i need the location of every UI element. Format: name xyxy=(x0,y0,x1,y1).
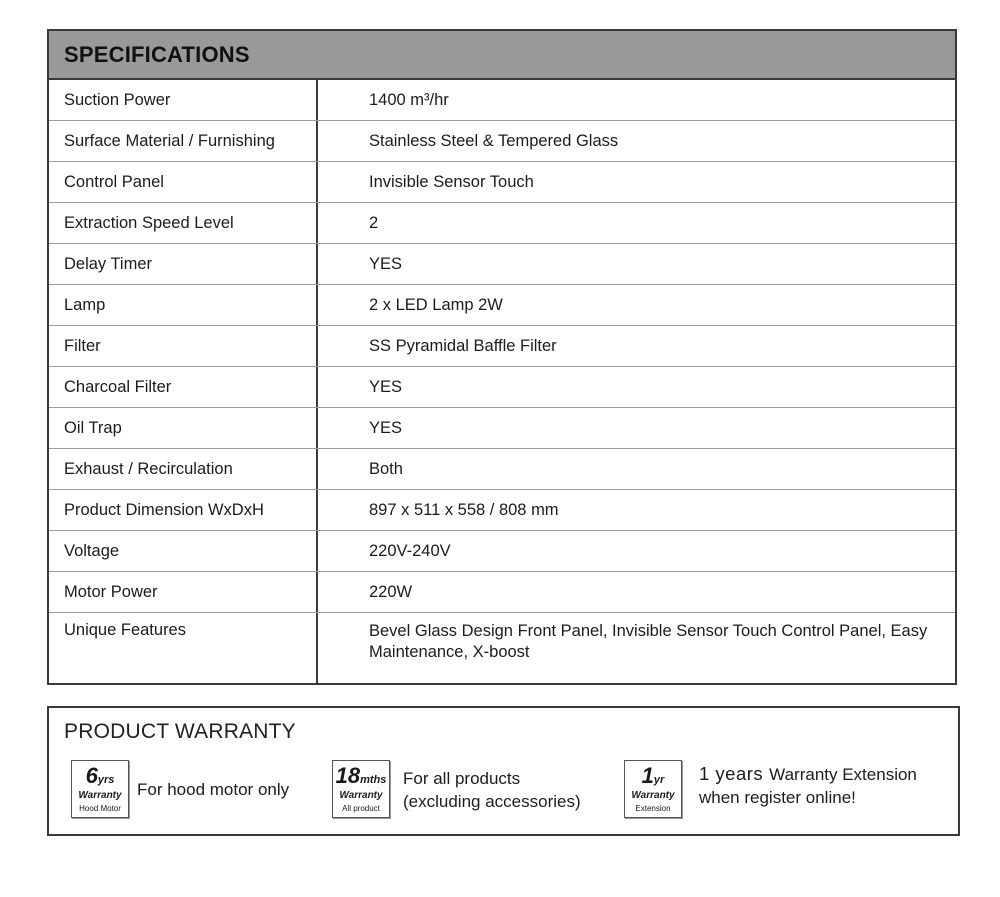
table-row xyxy=(49,203,955,244)
specifications-title: SPECIFICATIONS xyxy=(49,31,955,80)
badge-number: 18 xyxy=(335,763,361,788)
spec-label: Motor Power xyxy=(49,572,318,612)
spec-label: Voltage xyxy=(49,531,318,571)
spec-label: Product Dimension WxDxH xyxy=(49,490,318,530)
warranty-1yr-badge-icon xyxy=(624,760,682,818)
spec-value: 2 x LED Lamp 2W xyxy=(369,295,503,314)
spec-label: Exhaust / Recirculation xyxy=(49,449,318,489)
spec-label: Surface Material / Furnishing xyxy=(49,121,318,161)
badge-sub: Extension xyxy=(635,804,671,813)
spec-label: Filter xyxy=(49,326,318,366)
spec-value: 1400 m³/hr xyxy=(369,90,449,109)
spec-value: SS Pyramidal Baffle Filter xyxy=(369,336,557,355)
product-warranty-box xyxy=(47,706,960,836)
spec-label: Oil Trap xyxy=(49,408,318,448)
spec-value: Bevel Glass Design Front Panel, Invisible Sensor Touch Control Panel, Easy Maintenance, X-boost xyxy=(369,622,928,661)
spec-value: YES xyxy=(369,377,403,396)
table-row xyxy=(49,80,955,121)
extension-years: 1 years xyxy=(699,763,764,784)
spec-label: Control Panel xyxy=(49,162,318,202)
table-row xyxy=(49,490,955,531)
table-row xyxy=(49,285,955,326)
badge-number: 6 xyxy=(85,763,98,788)
table-row xyxy=(49,244,955,285)
table-row xyxy=(49,408,955,449)
badge-number: 1 xyxy=(641,763,654,788)
badge-unit: mths xyxy=(360,774,387,786)
table-row xyxy=(49,449,955,490)
extension-label: Warranty Extension xyxy=(769,765,917,784)
warranty-text-hood-motor: For hood motor only xyxy=(137,780,290,799)
badge-word: Warranty xyxy=(339,790,383,801)
table-row xyxy=(49,121,955,162)
spec-label: Suction Power xyxy=(49,80,318,120)
badge-unit: yr xyxy=(653,774,665,786)
spec-value: YES xyxy=(369,418,403,437)
spec-value: Invisible Sensor Touch xyxy=(369,172,534,191)
badge-number-row xyxy=(333,764,389,792)
warranty-title: PRODUCT WARRANTY xyxy=(64,720,296,743)
table-row xyxy=(49,326,955,367)
spec-label: Lamp xyxy=(49,285,318,325)
spec-label: Charcoal Filter xyxy=(49,367,318,407)
warranty-line: (excluding accessories) xyxy=(403,792,581,811)
spec-label: Delay Timer xyxy=(49,244,318,284)
spec-value: 897 x 511 x 558 / 808 mm xyxy=(369,500,559,519)
warranty-6yrs-badge-icon xyxy=(71,760,129,818)
spec-value: 220W xyxy=(369,582,413,601)
spec-value: YES xyxy=(369,254,403,273)
badge-unit: yrs xyxy=(97,774,115,786)
warranty-line: For all products xyxy=(403,769,521,788)
table-row xyxy=(49,162,955,203)
warranty-text-extension xyxy=(699,762,917,809)
table-row xyxy=(49,531,955,572)
specifications-table xyxy=(47,29,957,685)
warranty-text-all-products xyxy=(403,767,581,813)
badge-word: Warranty xyxy=(631,790,675,801)
spec-label: Extraction Speed Level xyxy=(49,203,318,243)
badge-word: Warranty xyxy=(78,790,122,801)
spec-value: Both xyxy=(369,459,403,478)
badge-sub: All product xyxy=(342,804,380,813)
warranty-line: when register online! xyxy=(699,788,856,807)
table-row xyxy=(49,572,955,613)
table-row xyxy=(49,613,955,683)
warranty-line xyxy=(699,762,917,786)
spec-value: 220V-240V xyxy=(369,541,451,560)
spec-value: Stainless Steel & Tempered Glass xyxy=(369,131,619,150)
badge-number-row xyxy=(625,764,681,792)
spec-label: Unique Features xyxy=(49,613,318,683)
spec-value: 2 xyxy=(369,213,379,232)
badge-number-row xyxy=(72,764,128,792)
table-row xyxy=(49,367,955,408)
warranty-18mths-badge-icon xyxy=(332,760,390,818)
badge-sub: Hood Motor xyxy=(79,804,121,813)
